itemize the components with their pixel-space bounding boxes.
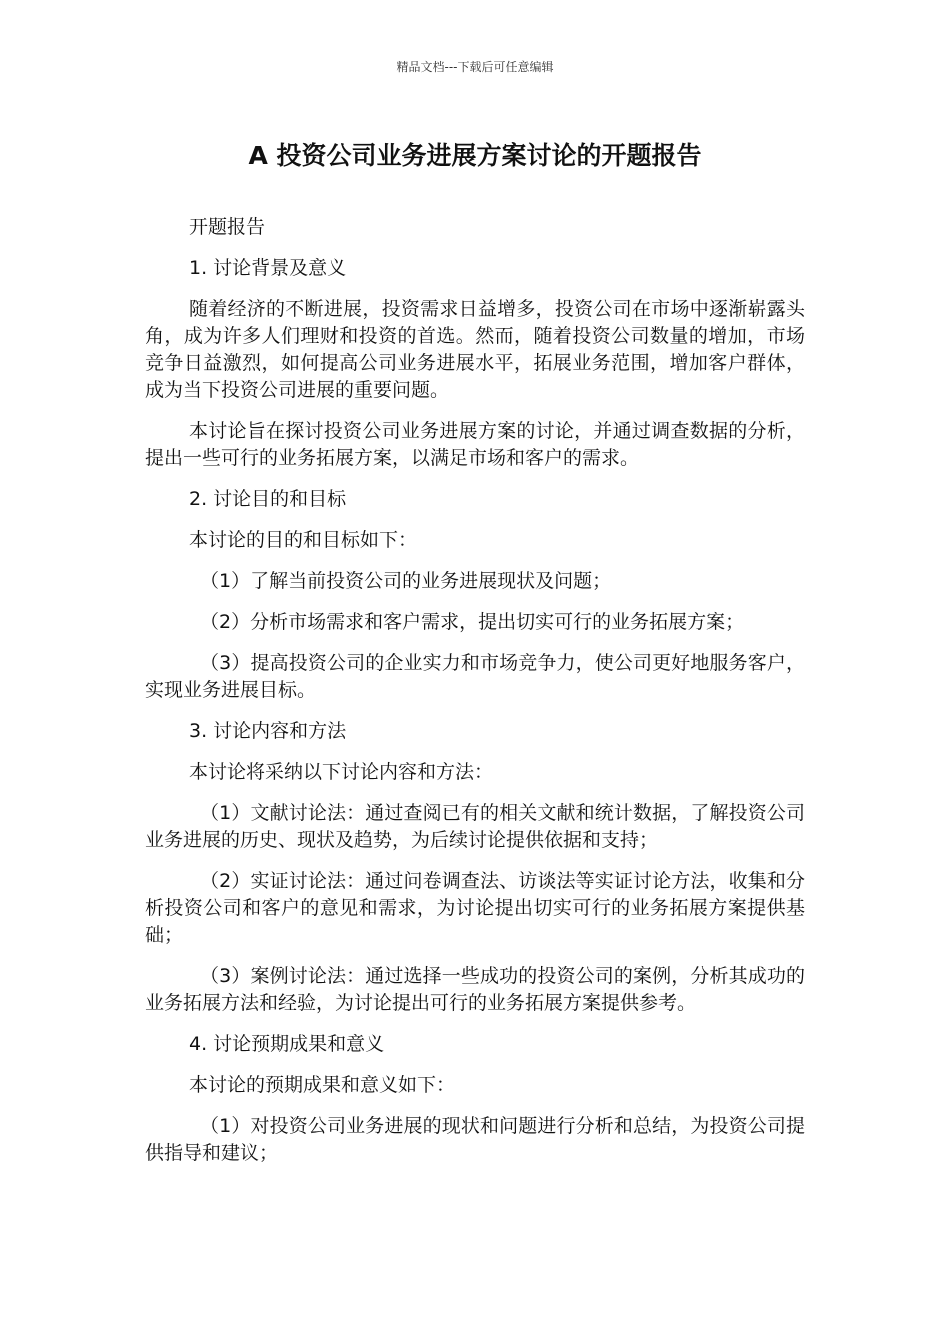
objective-item-2: （2）分析市场需求和客户需求，提出切实可行的业务拓展方案； xyxy=(200,611,745,633)
header-note: 精品文档---下载后可任意编辑 xyxy=(396,60,554,74)
section-heading-methods: 3. 讨论内容和方法 xyxy=(189,720,347,742)
section-heading-background: 1. 讨论背景及意义 xyxy=(189,257,347,279)
paragraph-purpose: 本讨论旨在探讨投资公司业务进展方案的讨论，并通过调查数据的分析，提出一些可行的业务拓展方案，以满足市场和客户的需求。 xyxy=(145,420,805,469)
method-item-3: （3）案例讨论法：通过选择一些成功的投资公司的案例，分析其成功的业务拓展方法和经验，为讨论提出可行的业务拓展方案提供参考。 xyxy=(145,965,805,1014)
method-item-2: （2）实证讨论法：通过问卷调查法、访谈法等实证讨论方法，收集和分析投资公司和客户的意见和需求，为讨论提出切实可行的业务拓展方案提供基础； xyxy=(145,870,805,946)
document-body xyxy=(145,214,805,1181)
outcome-item-1: （1）对投资公司业务进展的现状和问题进行分析和总结，为投资公司提供指导和建议； xyxy=(145,1115,805,1164)
section-heading-outcomes: 4. 讨论预期成果和意义 xyxy=(189,1033,385,1055)
section-label-report: 开题报告 xyxy=(189,216,266,238)
paragraph-objectives-intro: 本讨论的目的和目标如下： xyxy=(189,529,418,551)
objective-item-1: （1）了解当前投资公司的业务进展现状及问题； xyxy=(200,570,612,592)
paragraph-outcomes-intro: 本讨论的预期成果和意义如下： xyxy=(189,1074,456,1096)
paragraph-methods-intro: 本讨论将采纳以下讨论内容和方法： xyxy=(189,761,494,783)
paragraph-background: 随着经济的不断进展，投资需求日益增多，投资公司在市场中逐渐崭露头角，成为许多人们理财和投资的首选。然而，随着投资公司数量的增加，市场竞争日益激烈，如何提高公司业务进展水平，拓展业务范围，增加客户群体，成为当下投资公司进展的重要问题。 xyxy=(145,298,805,401)
document-title: A 投资公司业务进展方案讨论的开题报告 xyxy=(248,141,702,170)
objective-item-3: （3）提高投资公司的企业实力和市场竞争力，使公司更好地服务客户，实现业务进展目标。 xyxy=(145,652,805,701)
method-item-1: （1）文献讨论法：通过查阅已有的相关文献和统计数据，了解投资公司业务进展的历史、现状及趋势，为后续讨论提供依据和支持； xyxy=(145,802,805,851)
section-heading-objectives: 2. 讨论目的和目标 xyxy=(189,488,347,510)
